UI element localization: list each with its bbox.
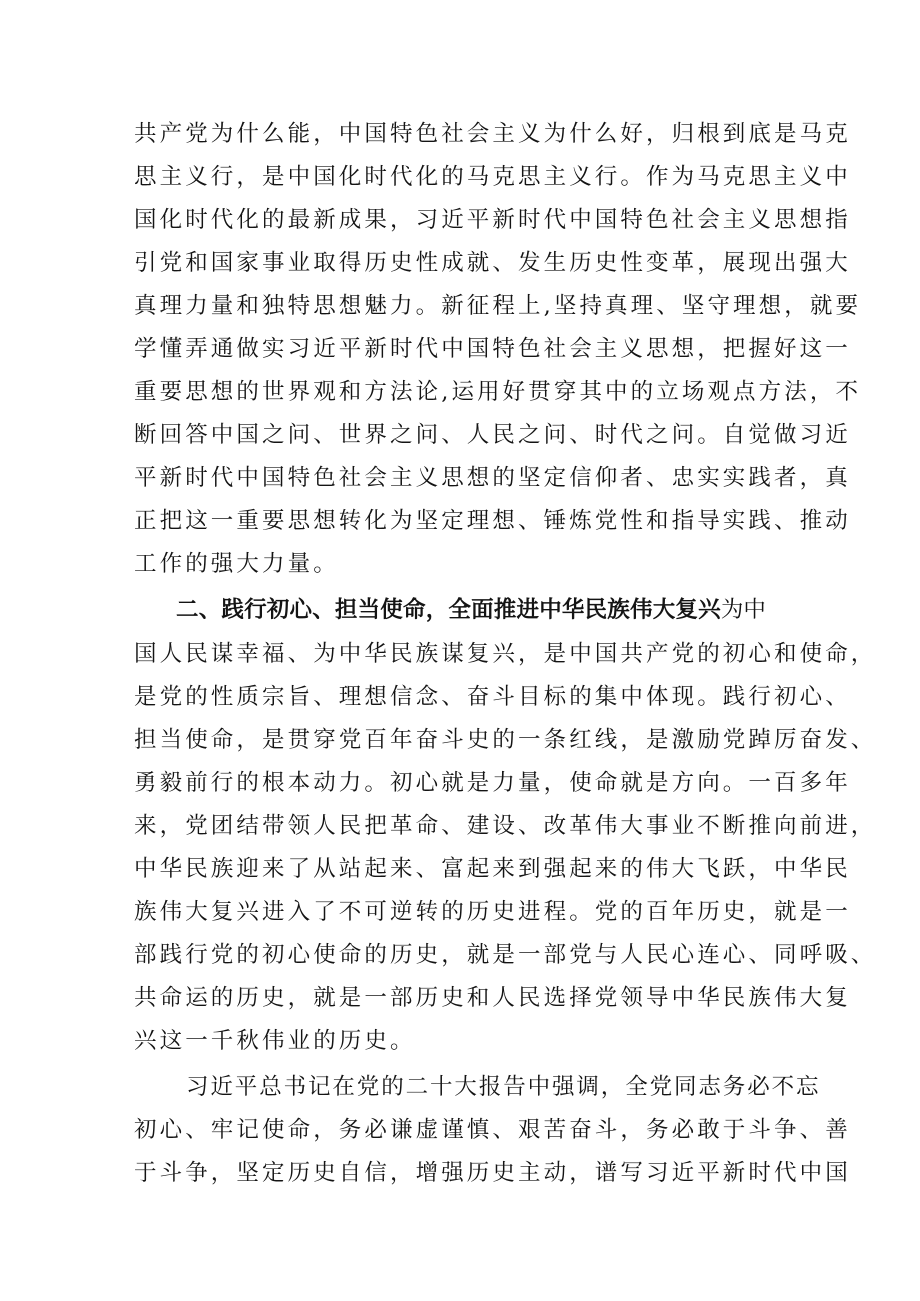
text-line: 国人民谋幸福、为中华民族谋复兴，是中国共产党的初心和使命， bbox=[134, 641, 877, 667]
text-line: 于斗争，坚定历史自信，增强历史主动，谱写习近平新时代中国 bbox=[134, 1160, 851, 1186]
text-line: 正把这一重要思想转化为坚定理想、锤炼党性和指导实践、推动 bbox=[134, 508, 851, 534]
text-line: 国化时代化的最新成果，习近平新时代中国特色社会主义思想指 bbox=[134, 207, 851, 233]
text-line: 断回答中国之问、世界之问、人民之问、时代之问。自觉做习近 bbox=[134, 422, 851, 448]
text-line: 思主义行，是中国化时代化的马克思主义行。作为马克思主义中 bbox=[134, 164, 851, 190]
text-line: 勇毅前行的根本动力。初心就是力量，使命就是方向。一百多年 bbox=[134, 770, 851, 796]
text-line: 中华民族迎来了从站起来、富起来到强起来的伟大飞跃，中华民 bbox=[134, 856, 851, 882]
section-heading-tail: 为中 bbox=[720, 597, 766, 623]
text-line: 真理力量和独特思想魅力。新征程上,坚持真理、坚守理想，就要 bbox=[134, 293, 862, 319]
text-line: 共命运的历史，就是一部历史和人民选择党领导中华民族伟大复 bbox=[134, 985, 851, 1011]
paragraph-first-line: 习近平总书记在党的二十大报告中强调，全党同志务必不忘 bbox=[186, 1074, 821, 1100]
text-line: 是党的性质宗旨、理想信念、奋斗目标的集中体现。践行初心、 bbox=[134, 684, 851, 710]
text-line: 族伟大复兴进入了不可逆转的历史进程。党的百年历史，就是一 bbox=[134, 899, 851, 925]
text-line: 工作的强大力量。 bbox=[134, 551, 339, 577]
text-line: 引党和国家事业取得历史性成就、发生历史性变革，展现出强大 bbox=[134, 250, 851, 276]
text-line: 平新时代中国特色社会主义思想的坚定信仰者、忠实实践者，真 bbox=[134, 465, 851, 491]
text-line: 初心、牢记使命，务必谦虚谨慎、艰苦奋斗，务必敢于斗争、善 bbox=[134, 1117, 851, 1143]
text-line: 来，党团结带领人民把革命、建设、改革伟大事业不断推向前进， bbox=[134, 813, 877, 839]
section-heading-title: 二、践行初心、担当使命，全面推进中华民族伟大复兴 bbox=[176, 597, 721, 623]
text-line: 共产党为什么能，中国特色社会主义为什么好，归根到底是马克 bbox=[134, 121, 851, 147]
text-line: 重要思想的世界观和方法论,运用好贯穿其中的立场观点方法，不 bbox=[134, 379, 862, 405]
text-line: 兴这一千秋伟业的历史。 bbox=[134, 1028, 416, 1054]
section-heading bbox=[176, 590, 796, 630]
text-line: 担当使命，是贯穿党百年奋斗史的一条红线，是激励党踔厉奋发、 bbox=[134, 727, 877, 753]
text-line: 部践行党的初心使命的历史，就是一部党与人民心连心、同呼吸、 bbox=[134, 942, 877, 968]
text-line: 学懂弄通做实习近平新时代中国特色社会主义思想，把握好这一 bbox=[134, 336, 851, 362]
